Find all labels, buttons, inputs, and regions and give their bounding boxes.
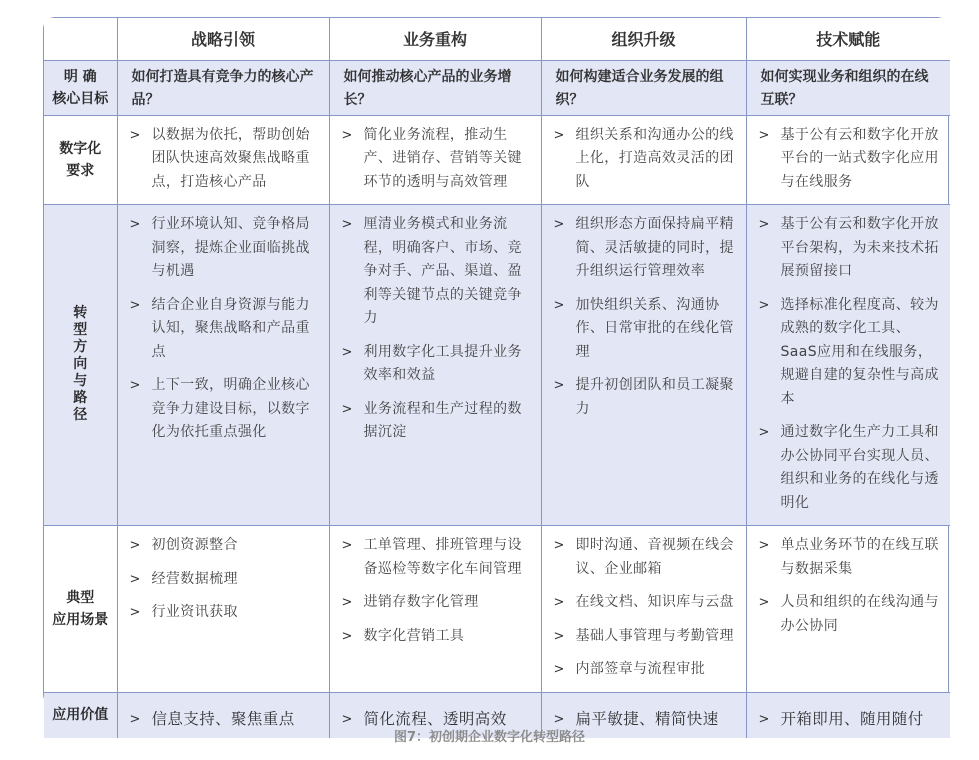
list-item-text: 进销存数字化管理 [363, 594, 479, 610]
cell [329, 115, 541, 205]
chevron-marker-icon: > [129, 711, 141, 727]
chevron-marker-icon: > [341, 711, 353, 727]
chevron-marker-icon: > [553, 538, 565, 553]
chevron-marker-icon: > [553, 662, 565, 677]
chevron-marker-icon: > [758, 538, 770, 553]
list-item-text: 即时沟通、音视频在线会议、企业邮箱 [575, 537, 734, 577]
row-label-text: 应用价值 [52, 707, 109, 724]
list-item-text: 通过数字化生产力工具和办公协同平台实现人员、组织和业务的在线化与透明化 [780, 424, 939, 511]
list-item-text: 以数据为依托，帮助创始团队快速高效聚焦战略重点，打造核心产品 [151, 126, 310, 190]
list-item-text: 选择标准化程度高、较为成熟的数字化工具、SaaS应用和在线服务，规避自建的复杂性与高成本 [780, 296, 939, 407]
list-item [342, 124, 533, 195]
list-item-text: 信息支持、聚焦重点 [151, 709, 295, 728]
header-row [44, 18, 950, 60]
chevron-marker-icon: > [129, 297, 141, 313]
row-label [44, 115, 117, 205]
chevron-marker-icon: > [341, 595, 353, 610]
chevron-marker-icon: > [553, 378, 565, 393]
list-item [130, 534, 321, 558]
goal-question: 如何构建适合业务发展的组织？ [541, 60, 746, 115]
chevron-marker-icon: > [341, 628, 353, 644]
row-label [44, 526, 117, 693]
list-item-text: 利用数字化工具提升业务效率和效益 [363, 343, 522, 383]
list-item-text: 加快组织关系、沟通协作、日常审批的在线化管理 [575, 296, 734, 360]
cell [117, 205, 329, 526]
cell [541, 115, 746, 205]
header-technology: 技术赋能 [746, 18, 950, 60]
list-item-text: 人员和组织的在线沟通与办公协同 [780, 594, 939, 634]
cell [117, 115, 329, 205]
goal-question: 如何实现业务和组织的在线互联？ [746, 60, 950, 115]
list-item-text: 扁平敏捷、精简快速 [575, 709, 719, 728]
header-business: 业务重构 [329, 18, 541, 60]
list-item [759, 421, 943, 515]
header-corner [44, 18, 117, 60]
list-item [130, 124, 321, 195]
row-label [44, 205, 117, 526]
chevron-marker-icon: > [129, 538, 141, 553]
list-item-text: 简化流程、透明高效 [363, 709, 507, 728]
header-organization: 组织升级 [541, 18, 746, 60]
list-item-text: 开箱即用、随用随付 [780, 709, 924, 728]
chevron-marker-icon: > [341, 401, 353, 417]
cell [329, 526, 541, 693]
list-item [759, 213, 943, 284]
list-item-text: 基础人事管理与考勤管理 [575, 627, 734, 644]
list-item [342, 341, 533, 388]
list-item-text: 在线文档、知识库与云盘 [575, 594, 734, 610]
goal-question: 如何打造具有竞争力的核心产品？ [117, 60, 329, 115]
list-item-text: 内部签章与流程审批 [575, 661, 706, 677]
chevron-marker-icon: > [758, 217, 770, 232]
list-item [130, 601, 321, 625]
cell [329, 205, 541, 526]
roadmap-table [44, 18, 950, 738]
list-item-text: 单点业务环节的在线互联与数据采集 [780, 537, 939, 577]
cell [541, 205, 746, 526]
list-item-text: 初创资源整合 [151, 537, 238, 553]
list-item-text: 行业资讯获取 [151, 604, 238, 620]
cell [746, 205, 950, 526]
list-item-text: 结合企业自身资源与能力认知，聚焦战略和产品重点 [151, 296, 310, 360]
row-typical-scenarios [44, 526, 950, 693]
list-item [130, 568, 321, 592]
row-transformation-path [44, 205, 950, 526]
chevron-marker-icon: > [553, 595, 565, 610]
goal-question: 如何推动核心产品的业务增长？ [329, 60, 541, 115]
list-item-text: 提升初创团队和员工凝聚力 [575, 377, 734, 417]
list-item [554, 625, 738, 649]
chevron-marker-icon: > [129, 571, 141, 587]
chevron-marker-icon: > [553, 711, 565, 727]
figure-caption: 图7：初创期企业数字化转型路径 [393, 730, 586, 745]
list-item-text: 业务流程和生产过程的数据沉淀 [363, 400, 522, 440]
row-label-text: 典型 应用场景 [52, 589, 109, 628]
chevron-marker-icon: > [758, 297, 770, 313]
row-label-text: 数字化 要求 [59, 140, 102, 179]
chevron-marker-icon: > [553, 628, 565, 644]
list-item-text: 基于公有云和数字化开放平台的一站式数字化应用与在线服务 [780, 126, 939, 190]
list-item-text: 行业环境认知、竞争格局洞察，提炼企业面临挑战与机遇 [151, 216, 310, 279]
chevron-marker-icon: > [758, 711, 770, 727]
chevron-marker-icon: > [341, 127, 353, 143]
row-label-text: 明 确 核心目标 [52, 68, 109, 107]
chevron-marker-icon: > [758, 127, 770, 143]
list-item [342, 591, 533, 615]
list-item-text: 数字化营销工具 [363, 627, 465, 644]
row-label [44, 60, 117, 115]
list-item-text: 经营数据梳理 [151, 570, 238, 587]
chevron-marker-icon: > [341, 217, 353, 232]
chevron-marker-icon: > [553, 127, 565, 143]
list-item [759, 534, 943, 581]
cell [117, 526, 329, 693]
list-item [130, 294, 321, 365]
list-item [342, 398, 533, 445]
chevron-marker-icon: > [553, 217, 565, 232]
list-item [554, 591, 738, 615]
list-item [554, 534, 738, 581]
list-item-text: 组织关系和沟通办公的线上化，打造高效灵活的团队 [575, 126, 734, 190]
roadmap-table-frame [43, 17, 949, 728]
row-digital-requirement [44, 115, 950, 205]
chevron-marker-icon: > [129, 217, 141, 232]
list-item [759, 294, 943, 412]
header-strategy: 战略引领 [117, 18, 329, 60]
list-item [342, 213, 533, 331]
list-item [554, 374, 738, 421]
list-item-text: 基于公有云和数字化开放平台架构，为未来技术拓展预留接口 [780, 216, 939, 279]
chevron-marker-icon: > [341, 344, 353, 360]
chevron-marker-icon: > [129, 605, 141, 620]
list-item-text: 上下一致，明确企业核心竞争力建设目标，以数字化为依托重点强化 [151, 377, 310, 440]
list-item-text: 工单管理、排班管理与设备巡检等数字化车间管理 [363, 537, 522, 577]
cell [541, 526, 746, 693]
list-item [554, 213, 738, 284]
cell [746, 115, 950, 205]
row-label-text: 转 型 方 向 与 路 径 [73, 304, 88, 423]
chevron-marker-icon: > [129, 127, 141, 143]
list-item [342, 534, 533, 581]
list-item [554, 124, 738, 195]
chevron-marker-icon: > [341, 538, 353, 553]
list-item [759, 124, 943, 195]
list-item-text: 厘清业务模式和业务流程，明确客户、市场、竞争对手、产品、渠道、盈利等关键节点的关键竞争力 [363, 216, 522, 326]
chevron-marker-icon: > [553, 297, 565, 313]
cell [746, 526, 950, 693]
row-core-goal [44, 60, 950, 115]
chevron-marker-icon: > [758, 425, 770, 440]
list-item [759, 591, 943, 638]
list-item [342, 625, 533, 649]
chevron-marker-icon: > [129, 378, 141, 393]
list-item [554, 658, 738, 682]
list-item [554, 294, 738, 365]
chevron-marker-icon: > [758, 595, 770, 610]
list-item [130, 374, 321, 445]
list-item-text: 简化业务流程，推动生产、进销存、营销等关键环节的透明与高效管理 [363, 126, 522, 190]
list-item [130, 213, 321, 284]
list-item-text: 组织形态方面保持扁平精简、灵活敏捷的同时，提升组织运行管理效率 [575, 216, 734, 279]
